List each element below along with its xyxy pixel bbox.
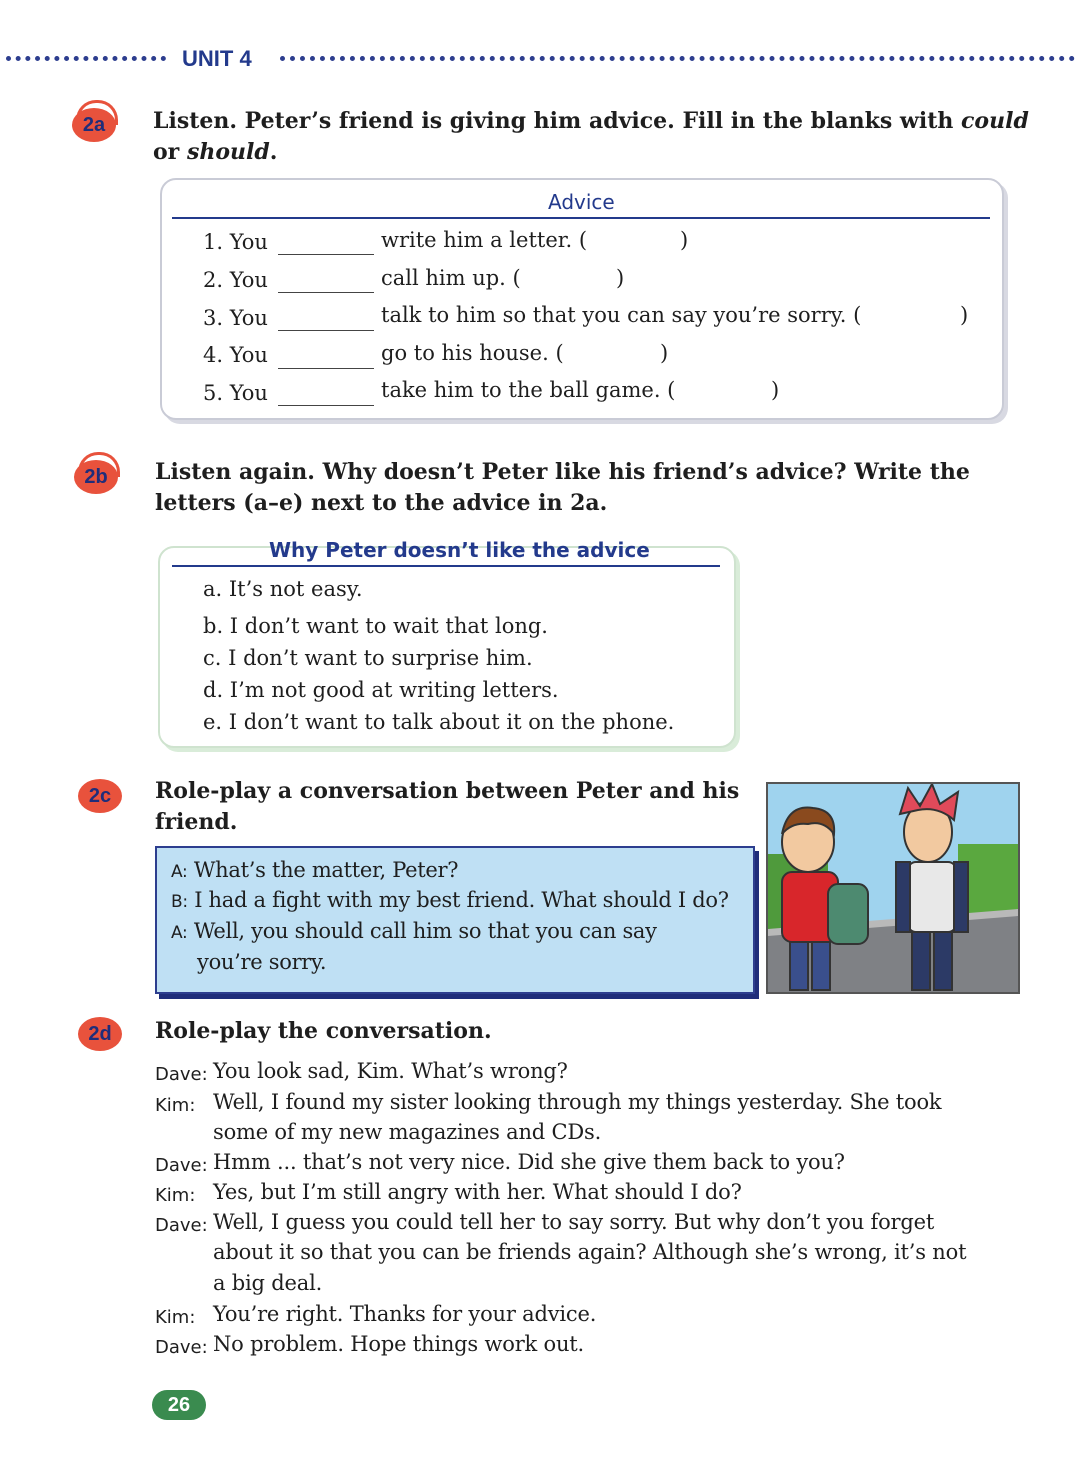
- reasons-box-title: Why Peter doesn’t like the advice: [269, 538, 650, 562]
- dialogue-speaker: Kim:: [155, 1307, 196, 1328]
- dialogue-speaker: Dave:: [155, 1155, 208, 1176]
- advice-row-number: 4. You: [203, 343, 268, 367]
- advice-answer-close: ): [680, 228, 689, 252]
- page-number: 26: [152, 1390, 206, 1420]
- dialogue-text: Well, I guess you could tell her to say sorry. But why don’t you forget: [213, 1210, 935, 1234]
- instruction-2c-line1: Role-play a conversation between Peter and his: [155, 778, 740, 804]
- conv-speaker: A:: [171, 862, 188, 882]
- dialogue-speaker: Kim:: [155, 1185, 196, 1206]
- dialogue-speaker: Kim:: [155, 1095, 196, 1116]
- advice-blank[interactable]: [278, 405, 374, 406]
- conv-text: you’re sorry.: [197, 950, 327, 974]
- dialogue-text: about it so that you can be friends again? Although she’s wrong, it’s not: [213, 1240, 967, 1264]
- reasons-box-rule: [172, 565, 720, 567]
- dialogue-text: You’re right. Thanks for your advice.: [213, 1302, 597, 1326]
- conv-line: [197, 950, 326, 974]
- instruction-2a-or: or: [153, 139, 187, 165]
- badge-2d: 2d: [78, 1017, 122, 1051]
- instruction-2c: [155, 776, 739, 838]
- instruction-2a: [153, 106, 1029, 168]
- dialogue-text: some of my new magazines and CDs.: [213, 1120, 602, 1144]
- advice-row-text: take him to the ball game. (: [381, 378, 676, 402]
- reason-item: b. I don’t want to wait that long.: [203, 614, 548, 638]
- conv-text: Well, you should call him so that you can say: [193, 919, 657, 943]
- dialogue-text: Yes, but I’m still angry with her. What should I do?: [213, 1180, 742, 1204]
- badge-2b: 2b: [74, 460, 118, 494]
- dialogue-text: No problem. Hope things work out.: [213, 1332, 585, 1356]
- advice-blank[interactable]: [278, 292, 374, 293]
- advice-row-number: 2. You: [203, 268, 268, 292]
- advice-box-rule: [172, 217, 990, 219]
- advice-box-title: Advice: [548, 190, 615, 214]
- conv-speaker: A:: [171, 923, 188, 943]
- instruction-2b-line2: letters (a–e) next to the advice in 2a.: [155, 490, 608, 516]
- reason-item: c. I don’t want to surprise him.: [203, 646, 533, 670]
- conversation-box: [155, 846, 755, 994]
- header-dots-right: [280, 56, 1075, 61]
- instruction-2c-line2: friend.: [155, 809, 238, 835]
- conv-text: What’s the matter, Peter?: [193, 858, 459, 882]
- instruction-2b-line1: Listen again. Why doesn’t Peter like his friend’s advice? Write the: [155, 459, 970, 485]
- reason-item: a. It’s not easy.: [203, 577, 363, 601]
- conv-line: [171, 858, 458, 882]
- dialogue-speaker: Dave:: [155, 1064, 208, 1085]
- dialogue-speaker: Dave:: [155, 1337, 208, 1358]
- instruction-2b: [155, 457, 970, 519]
- dialogue-text: Hmm ... that’s not very nice. Did she give them back to you?: [213, 1150, 845, 1174]
- instruction-2d: Role-play the conversation.: [155, 1018, 492, 1044]
- instruction-2a-period: .: [269, 139, 278, 165]
- conv-line: [171, 888, 729, 912]
- conv-line: [171, 919, 657, 943]
- dialogue-text: You look sad, Kim. What’s wrong?: [213, 1059, 568, 1083]
- instruction-2a-could: could: [961, 108, 1029, 134]
- advice-row-number: 3. You: [203, 306, 268, 330]
- badge-2a: 2a: [72, 108, 116, 142]
- conv-text: I had a fight with my best friend. What should I do?: [194, 888, 729, 912]
- instruction-2a-should: should: [186, 139, 270, 165]
- advice-answer-close: ): [660, 341, 669, 365]
- unit-title: UNIT 4: [182, 46, 252, 71]
- badge-2c: 2c: [78, 779, 122, 813]
- advice-row-text: write him a letter. (: [381, 228, 588, 252]
- advice-answer-close: ): [616, 266, 625, 290]
- header-dots-left: [6, 56, 166, 61]
- advice-answer-close: ): [960, 303, 969, 327]
- advice-row-number: 1. You: [203, 230, 268, 254]
- advice-row-number: 5. You: [203, 381, 268, 405]
- advice-blank[interactable]: [278, 254, 374, 255]
- advice-blank[interactable]: [278, 368, 374, 369]
- advice-row-text: call him up. (: [381, 266, 521, 290]
- reason-item: e. I don’t want to talk about it on the phone.: [203, 710, 675, 734]
- illustration-svg: [768, 784, 1018, 992]
- advice-answer-close: ): [771, 378, 780, 402]
- dialogue-text: Well, I found my sister looking through my things yesterday. She took: [213, 1090, 942, 1114]
- dialogue-speaker: Dave:: [155, 1215, 208, 1236]
- reason-item: d. I’m not good at writing letters.: [203, 678, 559, 702]
- conv-speaker: B:: [171, 892, 188, 912]
- advice-row-text: talk to him so that you can say you’re sorry. (: [381, 303, 862, 327]
- advice-blank[interactable]: [278, 330, 374, 331]
- advice-row-text: go to his house. (: [381, 341, 564, 365]
- illustration-two-boys: [766, 782, 1020, 994]
- instruction-2a-text: Listen. Peter’s friend is giving him advice. Fill in the blanks with: [153, 108, 962, 134]
- dialogue-text: a big deal.: [213, 1271, 323, 1295]
